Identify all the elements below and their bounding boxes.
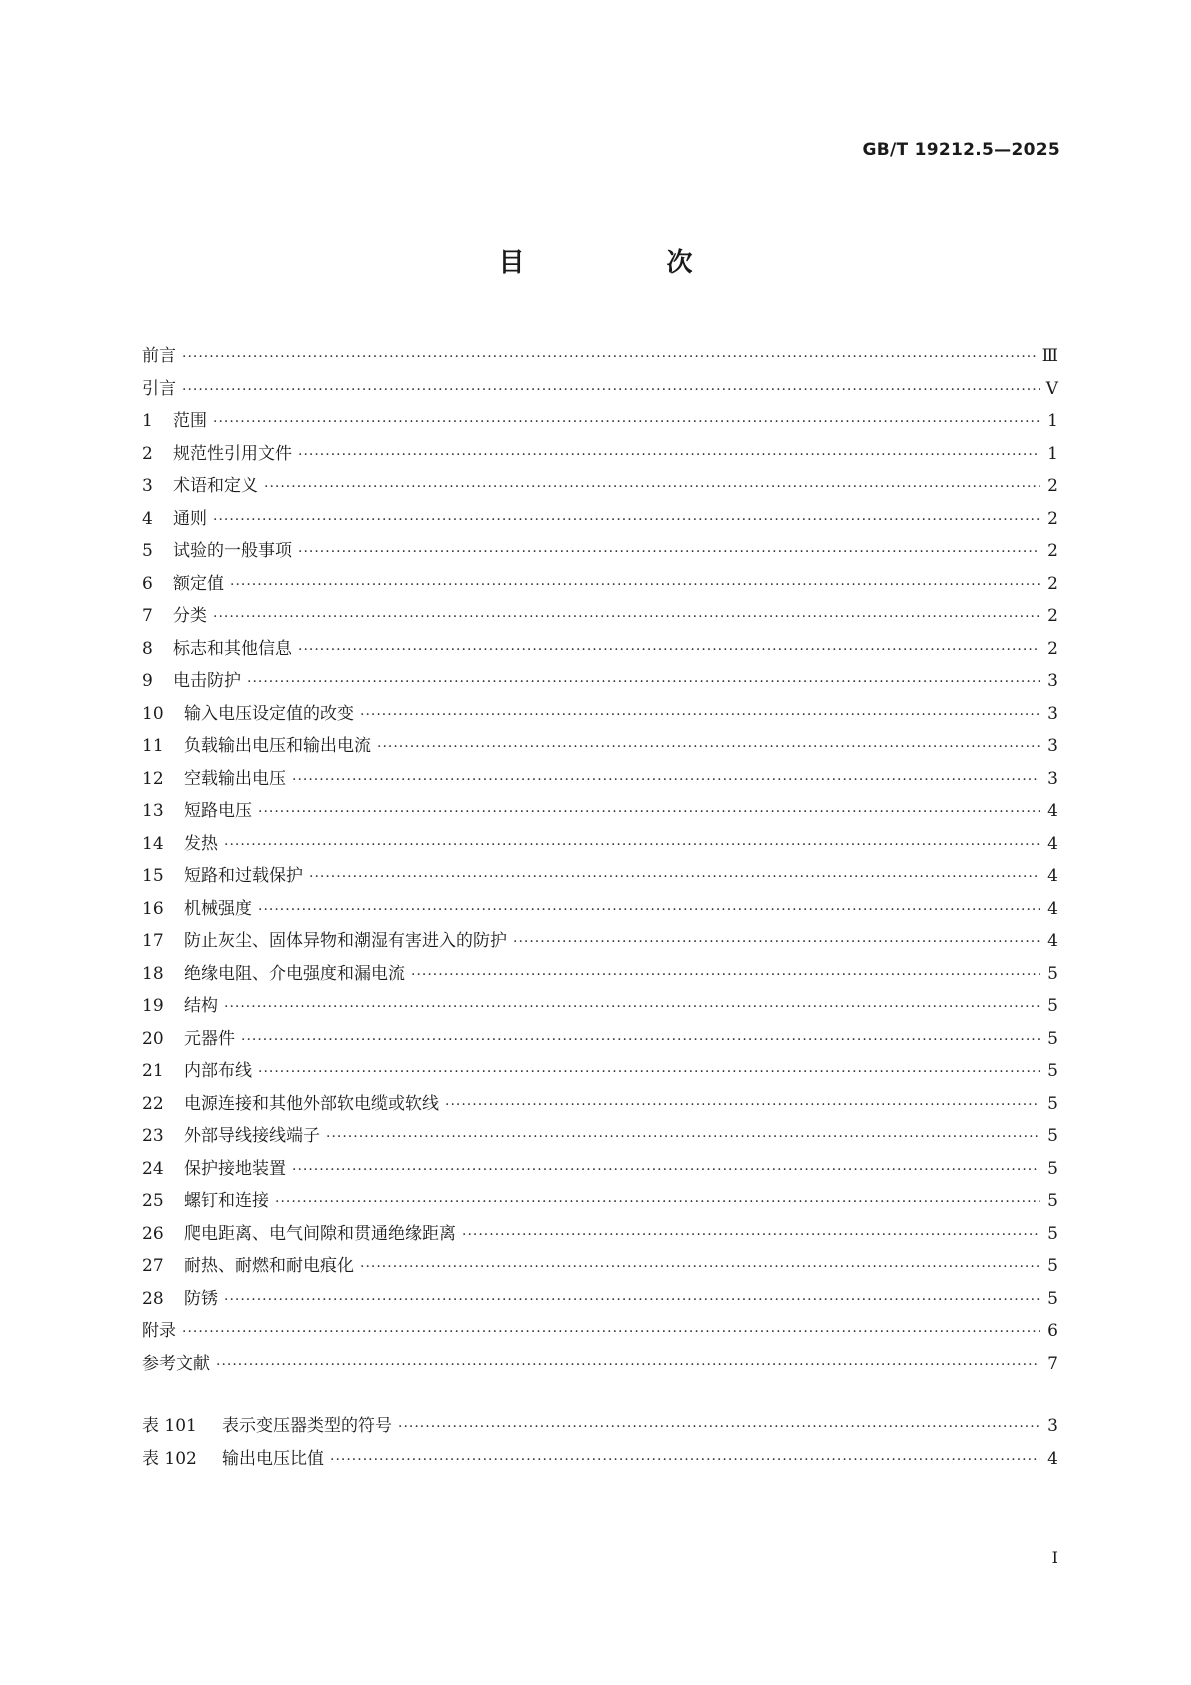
toc-entry-label: 规范性引用文件 — [173, 443, 292, 464]
dot-leader — [462, 1219, 1040, 1252]
toc-entry-number: 5 — [142, 541, 153, 561]
dot-leader — [513, 926, 1040, 959]
toc-entry[interactable] — [142, 470, 1058, 503]
toc-entry-label: 发热 — [184, 833, 218, 854]
toc-entry-number: 20 — [142, 1028, 164, 1049]
table-of-contents — [142, 340, 1058, 1475]
toc-entry[interactable] — [142, 568, 1058, 601]
toc-entry[interactable] — [142, 600, 1058, 633]
toc-entry[interactable] — [142, 535, 1058, 568]
toc-entry[interactable] — [142, 1250, 1058, 1283]
toc-entry-number: 28 — [142, 1288, 164, 1309]
toc-entry-label: 防锈 — [184, 1288, 218, 1309]
toc-entry-label: 参考文献 — [142, 1353, 210, 1374]
toc-entry-number: 4 — [142, 508, 153, 529]
toc-entry[interactable] — [142, 438, 1058, 471]
toc-entry-page: 5 — [1047, 963, 1058, 984]
toc-entry-number: 2 — [142, 443, 153, 464]
toc-entry-label: 输入电压设定值的改变 — [184, 703, 354, 724]
toc-entry-number: 21 — [142, 1061, 164, 1081]
dot-leader — [224, 991, 1040, 1024]
toc-entry[interactable] — [142, 1218, 1058, 1251]
dot-leader — [182, 374, 1040, 407]
toc-entry-label: 额定值 — [173, 573, 224, 594]
dot-leader — [326, 1121, 1040, 1154]
toc-entry[interactable] — [142, 1315, 1058, 1348]
toc-entry-page: 2 — [1047, 508, 1058, 529]
dot-leader — [360, 699, 1040, 732]
toc-entry-label: 螺钉和连接 — [184, 1191, 269, 1211]
standard-number: GB/T 19212.5—2025 — [862, 140, 1060, 160]
toc-entry-number: 9 — [142, 671, 153, 691]
toc-entry-number: 表 102 — [142, 1448, 197, 1469]
section-gap — [142, 1380, 1058, 1410]
toc-entry-label: 爬电距离、电气间隙和贯通绝缘距离 — [184, 1223, 456, 1244]
toc-entry-page: 3 — [1047, 703, 1058, 724]
toc-entry[interactable] — [142, 1055, 1058, 1088]
toc-entry-label: 前言 — [142, 346, 176, 366]
toc-entry-page: Ⅴ — [1045, 378, 1058, 399]
toc-entry-number: 3 — [142, 476, 153, 496]
toc-entry[interactable] — [142, 1088, 1058, 1121]
dot-leader — [292, 1154, 1040, 1187]
toc-entry[interactable] — [142, 828, 1058, 861]
toc-entry-page: 5 — [1047, 1061, 1058, 1081]
toc-entry-page: 2 — [1047, 476, 1058, 496]
toc-entry-number: 12 — [142, 768, 164, 789]
toc-entry-page: 5 — [1047, 1256, 1058, 1276]
toc-entry-label: 试验的一般事项 — [173, 541, 292, 561]
dot-leader — [241, 1024, 1040, 1057]
toc-entry-page: 2 — [1047, 638, 1058, 659]
toc-entry-label: 附录 — [142, 1321, 176, 1341]
toc-entry[interactable] — [142, 1023, 1058, 1056]
dot-leader — [224, 1284, 1040, 1317]
toc-entry-number: 15 — [142, 866, 164, 886]
toc-entry[interactable] — [142, 633, 1058, 666]
dot-leader — [213, 406, 1040, 439]
toc-entry[interactable] — [142, 795, 1058, 828]
toc-entry[interactable] — [142, 925, 1058, 958]
toc-entry-page: 3 — [1047, 1416, 1058, 1436]
dot-leader — [298, 634, 1040, 667]
toc-entry-label: 电源连接和其他外部软电缆或软线 — [184, 1093, 439, 1114]
toc-entry-label: 负载输出电压和输出电流 — [184, 736, 371, 756]
toc-entry-page: 1 — [1047, 443, 1058, 464]
toc-entry-label: 术语和定义 — [173, 476, 258, 496]
toc-entry-label: 耐热、耐燃和耐电痕化 — [184, 1256, 354, 1276]
toc-entry-number: 10 — [142, 703, 164, 724]
toc-entry-page: 5 — [1047, 1158, 1058, 1179]
dot-leader — [182, 341, 1036, 374]
toc-entry[interactable] — [142, 665, 1058, 698]
toc-entry-page: 4 — [1047, 1448, 1058, 1469]
toc-entry[interactable] — [142, 1153, 1058, 1186]
toc-entry-label: 外部导线接线端子 — [184, 1126, 320, 1146]
dot-leader — [224, 829, 1040, 862]
toc-entry[interactable] — [142, 1185, 1058, 1218]
toc-entry-page: Ⅲ — [1041, 346, 1058, 366]
toc-entry-label: 元器件 — [184, 1028, 235, 1049]
dot-leader — [330, 1444, 1040, 1477]
toc-entry-page: 7 — [1047, 1353, 1058, 1374]
toc-entry-number: 14 — [142, 833, 164, 854]
toc-table-entry[interactable] — [142, 1443, 1058, 1476]
toc-entry-number: 18 — [142, 963, 164, 984]
toc-entry-label: 分类 — [173, 606, 207, 626]
toc-entry-page: 2 — [1047, 573, 1058, 594]
toc-entry-number: 表 101 — [142, 1416, 197, 1436]
toc-entry-page: 2 — [1047, 606, 1058, 626]
toc-entry-number: 8 — [142, 638, 153, 659]
toc-entry-page: 3 — [1047, 768, 1058, 789]
dot-leader — [213, 504, 1040, 537]
toc-entry[interactable] — [142, 340, 1058, 373]
page-number: Ⅰ — [1051, 1548, 1058, 1567]
toc-entry-number: 17 — [142, 931, 164, 951]
toc-entry-label: 结构 — [184, 996, 218, 1016]
toc-entry-page: 5 — [1047, 1191, 1058, 1211]
toc-entry-page: 3 — [1047, 736, 1058, 756]
toc-entry[interactable] — [142, 958, 1058, 991]
toc-entry[interactable] — [142, 893, 1058, 926]
toc-entry[interactable] — [142, 990, 1058, 1023]
dot-leader — [298, 536, 1040, 569]
dot-leader — [398, 1411, 1040, 1444]
toc-entry-number: 22 — [142, 1093, 164, 1114]
toc-entry[interactable] — [142, 698, 1058, 731]
dot-leader — [298, 439, 1040, 472]
toc-entry-label: 标志和其他信息 — [173, 638, 292, 659]
toc-entry-number: 13 — [142, 801, 164, 821]
toc-entry[interactable] — [142, 1283, 1058, 1316]
page-title: 目 次 — [498, 248, 751, 278]
toc-entry-number: 7 — [142, 606, 153, 626]
dot-leader — [247, 666, 1040, 699]
toc-entry-number: 23 — [142, 1126, 164, 1146]
toc-entry-label: 引言 — [142, 378, 176, 399]
toc-entry-label: 表示变压器类型的符号 — [222, 1416, 392, 1436]
toc-entry[interactable] — [142, 405, 1058, 438]
toc-entry-page: 4 — [1047, 931, 1058, 951]
toc-entry-page: 4 — [1047, 898, 1058, 919]
dot-leader — [258, 1056, 1040, 1089]
toc-entry-number: 16 — [142, 898, 164, 919]
toc-entry-label: 空载输出电压 — [184, 768, 286, 789]
dot-leader — [258, 894, 1040, 927]
dot-leader — [275, 1186, 1040, 1219]
toc-entry-label: 短路和过载保护 — [184, 866, 303, 886]
dot-leader — [411, 959, 1040, 992]
dot-leader — [216, 1349, 1040, 1382]
toc-entry[interactable] — [142, 763, 1058, 796]
dot-leader — [360, 1251, 1040, 1284]
toc-entry-page: 5 — [1047, 1223, 1058, 1244]
toc-entry-page: 5 — [1047, 996, 1058, 1016]
toc-entry-number: 1 — [142, 411, 153, 431]
toc-entry-page: 4 — [1047, 866, 1058, 886]
dot-leader — [182, 1316, 1040, 1349]
toc-entry[interactable] — [142, 860, 1058, 893]
toc-entry-label: 机械强度 — [184, 898, 252, 919]
dot-leader — [213, 601, 1040, 634]
toc-entry-page: 5 — [1047, 1093, 1058, 1114]
dot-leader — [264, 471, 1040, 504]
toc-entry-number: 11 — [142, 736, 164, 756]
toc-entry-label: 范围 — [173, 411, 207, 431]
toc-entry[interactable] — [142, 373, 1058, 406]
toc-entry-label: 输出电压比值 — [222, 1448, 324, 1469]
toc-entry-page: 5 — [1047, 1288, 1058, 1309]
toc-entry[interactable] — [142, 730, 1058, 763]
dot-leader — [258, 796, 1040, 829]
toc-entry-label: 电击防护 — [173, 671, 241, 691]
toc-entry-page: 5 — [1047, 1028, 1058, 1049]
toc-entry[interactable] — [142, 1348, 1058, 1381]
toc-entry-number: 26 — [142, 1223, 164, 1244]
toc-entry-page: 2 — [1047, 541, 1058, 561]
toc-entry-number: 19 — [142, 996, 164, 1016]
toc-entry-label: 通则 — [173, 508, 207, 529]
toc-entry-number: 27 — [142, 1256, 164, 1276]
dot-leader — [377, 731, 1040, 764]
toc-entry-label: 短路电压 — [184, 801, 252, 821]
toc-entry-page: 3 — [1047, 671, 1058, 691]
toc-entry-page: 5 — [1047, 1126, 1058, 1146]
toc-entry-number: 24 — [142, 1158, 164, 1179]
dot-leader — [445, 1089, 1040, 1122]
toc-entry-label: 防止灰尘、固体异物和潮湿有害进入的防护 — [184, 931, 507, 951]
toc-entry-label: 保护接地装置 — [184, 1158, 286, 1179]
dot-leader — [230, 569, 1040, 602]
toc-entry[interactable] — [142, 503, 1058, 536]
toc-entry-page: 1 — [1047, 411, 1058, 431]
toc-entry-page: 6 — [1047, 1321, 1058, 1341]
dot-leader — [309, 861, 1040, 894]
toc-entry[interactable] — [142, 1120, 1058, 1153]
toc-entry-number: 6 — [142, 573, 153, 594]
toc-entry-number: 25 — [142, 1191, 164, 1211]
dot-leader — [292, 764, 1040, 797]
toc-entry-label: 绝缘电阻、介电强度和漏电流 — [184, 963, 405, 984]
toc-entry-page: 4 — [1047, 833, 1058, 854]
toc-table-entry[interactable] — [142, 1410, 1058, 1443]
toc-entry-page: 4 — [1047, 801, 1058, 821]
toc-entry-label: 内部布线 — [184, 1061, 252, 1081]
